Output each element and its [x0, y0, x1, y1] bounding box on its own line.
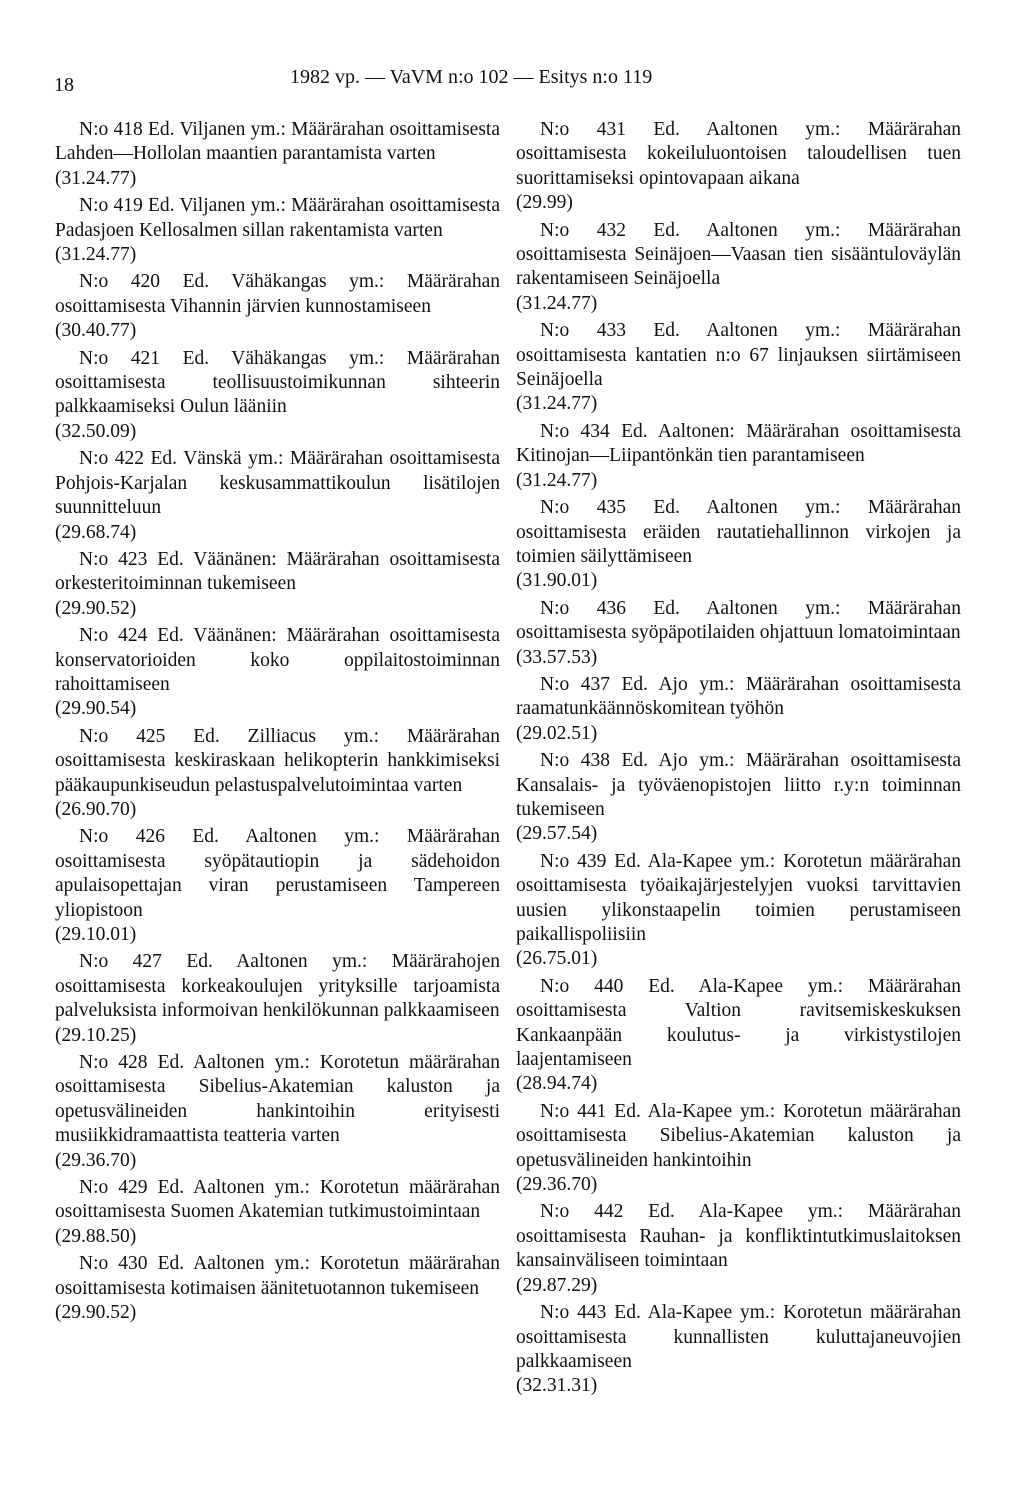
budget-code: (30.40.77)	[55, 320, 137, 342]
motion-entry	[516, 1100, 961, 1198]
budget-code: (29.87.29)	[516, 1274, 598, 1296]
motion-text: N:o 418 Ed. Viljanen ym.: Määrärahan osoittamisesta Lahden—Hollolan maantien parantamista varten	[55, 119, 500, 165]
budget-code: (31.24.77)	[55, 244, 137, 266]
budget-code: (29.90.54)	[55, 698, 137, 720]
motion-text: N:o 438 Ed. Ajo ym.: Määrärahan osoittamisesta Kansalais- ja työväenopistojen liitto r.y:n toiminnan tukemiseen	[516, 750, 961, 820]
motion-entry	[516, 673, 961, 746]
motion-entry	[516, 319, 961, 417]
budget-code: (29.68.74)	[55, 521, 137, 543]
budget-code: (29.02.51)	[516, 722, 598, 744]
motion-entry	[55, 270, 500, 343]
motion-entry	[55, 447, 500, 545]
motion-text: N:o 436 Ed. Aaltonen ym.: Määrärahan osoittamisesta syöpäpotilaiden ohjattuun lomatoimintaan	[516, 597, 961, 644]
motion-entry	[516, 1200, 961, 1298]
motion-text: N:o 422 Ed. Vänskä ym.: Määrärahan osoittamisesta Pohjois-Karjalan keskusammattikoulun lisätilojen suunnitteluun	[55, 448, 500, 519]
budget-code: (31.24.77)	[516, 292, 598, 314]
motion-text: N:o 437 Ed. Ajo ym.: Määrärahan osoittamisesta raamatunkäännöskomitean työhön	[516, 673, 961, 720]
budget-code: (26.90.70)	[55, 798, 137, 820]
motion-text: N:o 430 Ed. Aaltonen ym.: Korotetun määrärahan osoittamisesta kotimaisen äänitetuotannon tukemiseen	[55, 1253, 500, 1299]
motion-text: N:o 433 Ed. Aaltonen ym.: Määrärahan osoittamisesta kantatien n:o 67 linjauksen siirtämiseen Seinäjoella	[516, 320, 961, 391]
budget-code: (29.90.52)	[55, 597, 137, 619]
motion-entry	[55, 950, 500, 1048]
budget-code: (29.10.01)	[55, 924, 137, 945]
motion-text: N:o 429 Ed. Aaltonen ym.: Korotetun määrärahan osoittamisesta Suomen Akatemian tutkimustoimintaan	[55, 1177, 500, 1223]
budget-code: (29.99)	[516, 192, 573, 214]
motion-text: N:o 423 Ed. Väänänen: Määrärahan osoittamisesta orkesteritoiminnan tukemiseen	[55, 548, 500, 595]
motion-entry	[516, 1301, 961, 1399]
motion-text: N:o 428 Ed. Aaltonen ym.: Korotetun määrärahan osoittamisesta Sibelius-Akatemian kaluston ja opetusvälineiden hankintoihin erityisesti musiikkidramaattista teatteria varten	[55, 1052, 500, 1147]
budget-code: (29.10.25)	[55, 1024, 137, 1046]
motion-entry	[55, 725, 500, 823]
budget-code: (29.36.70)	[55, 1149, 137, 1171]
motion-entry	[55, 1252, 500, 1325]
motion-text: N:o 439 Ed. Ala-Kapee ym.: Korotetun määrärahan osoittamisesta työaikajärjestelyjen vuoksi tarvittavien uusien ylikonstaapelin toimien perustamiseen paikallispoliisiin	[516, 850, 961, 945]
motion-entry	[516, 118, 961, 216]
budget-code: (29.57.54)	[516, 823, 598, 845]
motion-text: N:o 435 Ed. Aaltonen ym.: Määrärahan osoittamisesta eräiden rautatiehallinnon virkojen ja toimien säilyttämiseen	[516, 497, 961, 567]
budget-code: (29.90.52)	[55, 1302, 137, 1324]
budget-code: (32.50.09)	[55, 420, 137, 442]
motion-text: N:o 426 Ed. Aaltonen ym.: Määrärahan osoittamisesta syöpätautiopin ja sädehoidon apulaisopettajan viran perustamiseen Tampereen yliopistoon	[55, 826, 500, 921]
motion-text: N:o 432 Ed. Aaltonen ym.: Määrärahan osoittamisesta Seinäjoen—Vaasan tien sisääntuloväylän rakentamiseen Seinäjoella	[516, 219, 961, 290]
motion-text: N:o 421 Ed. Vähäkangas ym.: Määrärahan osoittamisesta teollisuustoimikunnan sihteerin palkkaamiseksi Oulun lääniin	[55, 347, 500, 418]
motion-text: N:o 425 Ed. Zilliacus ym.: Määrärahan osoittamisesta keskiraskaan helikopterin hankkimiseksi pääkaupunkiseudun pelastuspalvelutoimintaa varten	[55, 725, 500, 796]
motion-entry	[55, 624, 500, 722]
motion-text: N:o 443 Ed. Ala-Kapee ym.: Korotetun määrärahan osoittamisesta kunnallisten kuluttajaneuvojien palkkaamiseen	[516, 1302, 961, 1372]
budget-code: (31.24.77)	[55, 167, 137, 189]
motion-text: N:o 427 Ed. Aaltonen ym.: Määrärahojen osoittamisesta korkeakoulujen yrityksille tarjoamista palveluksista informoivan henkilökunnan palkkaamiseen	[55, 951, 500, 1022]
motion-text: N:o 440 Ed. Ala-Kapee ym.: Määrärahan osoittamisesta Valtion ravitsemiskeskuksen Kankaanpään koulutus- ja virkistystilojen laajentamiseen	[516, 975, 961, 1071]
running-title: 1982 vp. — VaVM n:o 102 — Esitys n:o 119	[290, 66, 653, 88]
motion-entry	[55, 1176, 500, 1249]
motion-entry	[516, 496, 961, 594]
motion-entry	[55, 1051, 500, 1173]
budget-code: (31.24.77)	[516, 393, 598, 415]
budget-code: (32.31.31)	[516, 1375, 598, 1397]
budget-code: (31.90.01)	[516, 570, 598, 592]
motion-entry	[55, 548, 500, 621]
page-header	[0, 66, 1024, 96]
motion-text: N:o 431 Ed. Aaltonen ym.: Määrärahan osoittamisesta kokeiluluontoisen taloudellisen tuen suorittamiseksi opintovapaan aikana	[516, 119, 961, 189]
budget-code: (26.75.01)	[516, 948, 598, 970]
right-column	[516, 118, 961, 1402]
motion-entry	[516, 975, 961, 1097]
motion-entry	[55, 194, 500, 267]
motion-entry	[516, 850, 961, 972]
motion-text: N:o 420 Ed. Vähäkangas ym.: Määrärahan osoittamisesta Vihannin järvien kunnostamiseen	[55, 271, 500, 317]
page-number: 18	[54, 74, 74, 96]
motion-text: N:o 424 Ed. Väänänen: Määrärahan osoittamisesta konservatorioiden koko oppilaitostoiminnan rahoittamiseen	[55, 625, 500, 695]
budget-code: (31.24.77)	[516, 469, 598, 491]
motion-entry	[55, 347, 500, 445]
motion-text: N:o 434 Ed. Aaltonen: Määrärahan osoittamisesta Kitinojan—Liipantönkän tien parantamiseen	[516, 420, 961, 467]
motion-text: N:o 442 Ed. Ala-Kapee ym.: Määrärahan osoittamisesta Rauhan- ja konfliktintutkimuslaitoksen kansainväliseen toimintaan	[516, 1201, 961, 1272]
motion-text: N:o 419 Ed. Viljanen ym.: Määrärahan osoittamisesta Padasjoen Kellosalmen sillan rakentamista varten	[55, 195, 500, 241]
motion-entry	[55, 118, 500, 191]
motion-text: N:o 441 Ed. Ala-Kapee ym.: Korotetun määrärahan osoittamisesta Sibelius-Akatemian kaluston ja opetusvälineiden hankintoihin	[516, 1100, 961, 1171]
budget-code: (29.88.50)	[55, 1225, 137, 1247]
motion-entry	[516, 420, 961, 493]
left-column	[55, 118, 500, 1329]
motion-entry	[55, 825, 500, 947]
budget-code: (29.36.70)	[516, 1174, 598, 1196]
motion-entry	[516, 219, 961, 317]
motion-entry	[516, 597, 961, 670]
motion-entry	[516, 749, 961, 847]
budget-code: (33.57.53)	[516, 646, 598, 668]
budget-code: (28.94.74)	[516, 1073, 598, 1095]
